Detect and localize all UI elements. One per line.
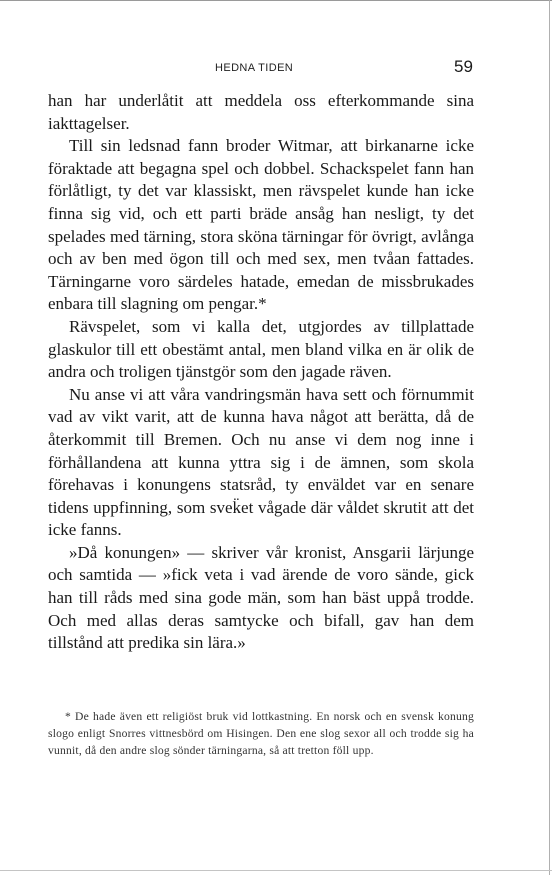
paragraph-chronicle-quote: »Då konungen» — skriver vår kronist, Ansgarii lärjunge och samtida — »fick veta i vad ärende de voro sände, gick han till råds med sina gode män, som han bäst uppå trodde. Och med allas deras samtycke och bifall, gav han dem tillstånd att predika sin lära.» [48, 542, 474, 653]
scan-edge-right [549, 0, 550, 875]
scan-edge-top [0, 0, 552, 1]
paragraph-dice-games: Till sin ledsnad fann broder Witmar, att birkanarne icke föraktade att begagna spel och dobbel. Schackspelet fann han förlåtligt, ty det var klassiskt, men rävspelet kunde han icke finna sig vid, och ett parti bräde ansåg han nesligt, ty det spelades med tärning, stora sköna tärningar för övrigt, avlånga och av ben med ögon till och med sex, men tvåan fattades. Tärningarne voro särdeles hatade, emedan de missbrukades enbara till slagning om pengar.* [48, 136, 474, 314]
paragraph-travellers: Nu anse vi att våra vandringsmän hava sett och förnummit vad av vikt varit, att de kunna hava något att berätta, då de återkommit till Bremen. Och nu anse vi dem nog inne i förhållandena att kunna yttra sig i de ämnen, som skola förehavas i konungens statsråd, ty enväldet var en senare tidens uppfinning, som svek̈et vågade där våldet skrutit att det icke fanns. [48, 384, 474, 540]
running-head-title: HEDNA TIDEN [215, 62, 294, 74]
footnote: * De hade även ett religiöst bruk vid lottkastning. En norsk och en svensk konung slogo enligt Snorres vittnesbörd om Hisingen. Den ene slog sexor all och trodde sig ha vunnit, då den andre slog sönder tärningarna, så att tretton föll upp. [48, 710, 474, 757]
paragraph-continuation: han har underlåtit att meddela oss efterkommande sina iakttagelser. [48, 91, 474, 133]
body-text [48, 90, 474, 655]
scan-edge-bottom [0, 870, 552, 871]
running-head [0, 57, 552, 80]
paragraph-fox-game: Rävspelet, som vi kalla det, utgjordes av tillplattade glaskulor till ett obestämt antal, men bland vilka en är olik de andra och troligen tjänstgör som den jagade räven. [48, 316, 474, 382]
page-number: 59 [454, 57, 473, 76]
